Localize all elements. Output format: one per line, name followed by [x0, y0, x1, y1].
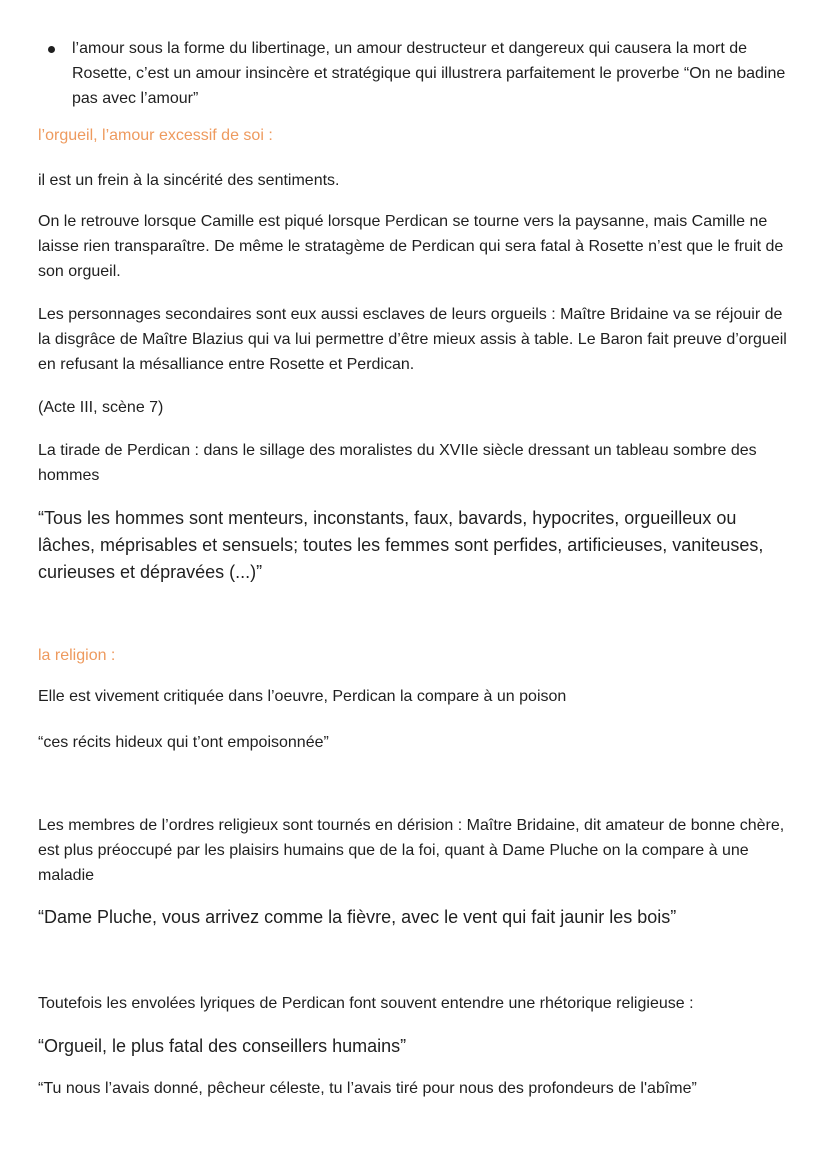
paragraph: On le retrouve lorsque Camille est piqué lorsque Perdican se tourne vers la paysanne, mais Camille ne laisse rien transparaître. De même le stratagème de Perdican qui sera fatal à Rosette n’est que le fruit de son orgueil.	[38, 213, 784, 280]
paragraph: La tirade de Perdican : dans le sillage des moralistes du XVIIe siècle dressant un tableau sombre des hommes	[38, 442, 757, 484]
section-heading-religion: la religion :	[38, 647, 116, 664]
paragraph: Les personnages secondaires sont eux aussi esclaves de leurs orgueils : Maître Bridaine va se réjouir de la disgrâce de Maître Blazius qui va lui permettre d’être mieux assis à table. Le Baron fait preuve d’orgueil en refusant la mésalliance entre Rosette et Perdican.	[38, 306, 787, 373]
quote: “ces récits hideux qui t’ont empoisonnée”	[38, 734, 329, 751]
quote: “Tous les hommes sont menteurs, inconstants, faux, bavards, hypocrites, orgueilleux ou lâches, méprisables et sensuels; toutes les femmes sont perfides, artificieuses, vaniteuses, curieuses et dépravées (...)”	[38, 508, 764, 582]
quote: “Tu nous l’avais donné, pêcheur céleste, tu l’avais tiré pour nous des profondeurs de l'abîme”	[38, 1080, 697, 1097]
list-item	[72, 36, 788, 111]
bullet-dot-icon	[48, 46, 55, 53]
quote: “Orgueil, le plus fatal des conseillers humains”	[38, 1036, 407, 1056]
paragraph: Elle est vivement critiquée dans l’oeuvre, Perdican la compare à un poison	[38, 688, 567, 705]
paragraph: Toutefois les envolées lyriques de Perdican font souvent entendre une rhétorique religieuse :	[38, 995, 694, 1012]
bullet-text: l’amour sous la forme du libertinage, un amour destructeur et dangereux qui causera la mort de Rosette, c’est un amour insincère et stratégique qui illustrera parfaitement le proverbe “On ne badine pas avec l’amour”	[72, 40, 786, 107]
act-scene-reference: (Acte III, scène 7)	[38, 399, 164, 416]
bullet-list	[38, 36, 788, 111]
document-page	[38, 36, 788, 1097]
section-heading-orgueil: l’orgueil, l’amour excessif de soi :	[38, 127, 273, 144]
quote: “Dame Pluche, vous arrivez comme la fièvre, avec le vent qui fait jaunir les bois”	[38, 907, 677, 927]
paragraph: il est un frein à la sincérité des sentiments.	[38, 172, 340, 189]
paragraph: Les membres de l’ordres religieux sont tournés en dérision : Maître Bridaine, dit amateur de bonne chère, est plus préoccupé par les plaisirs humains que de la foi, quant à Dame Pluche on la compare à une maladie	[38, 817, 785, 884]
